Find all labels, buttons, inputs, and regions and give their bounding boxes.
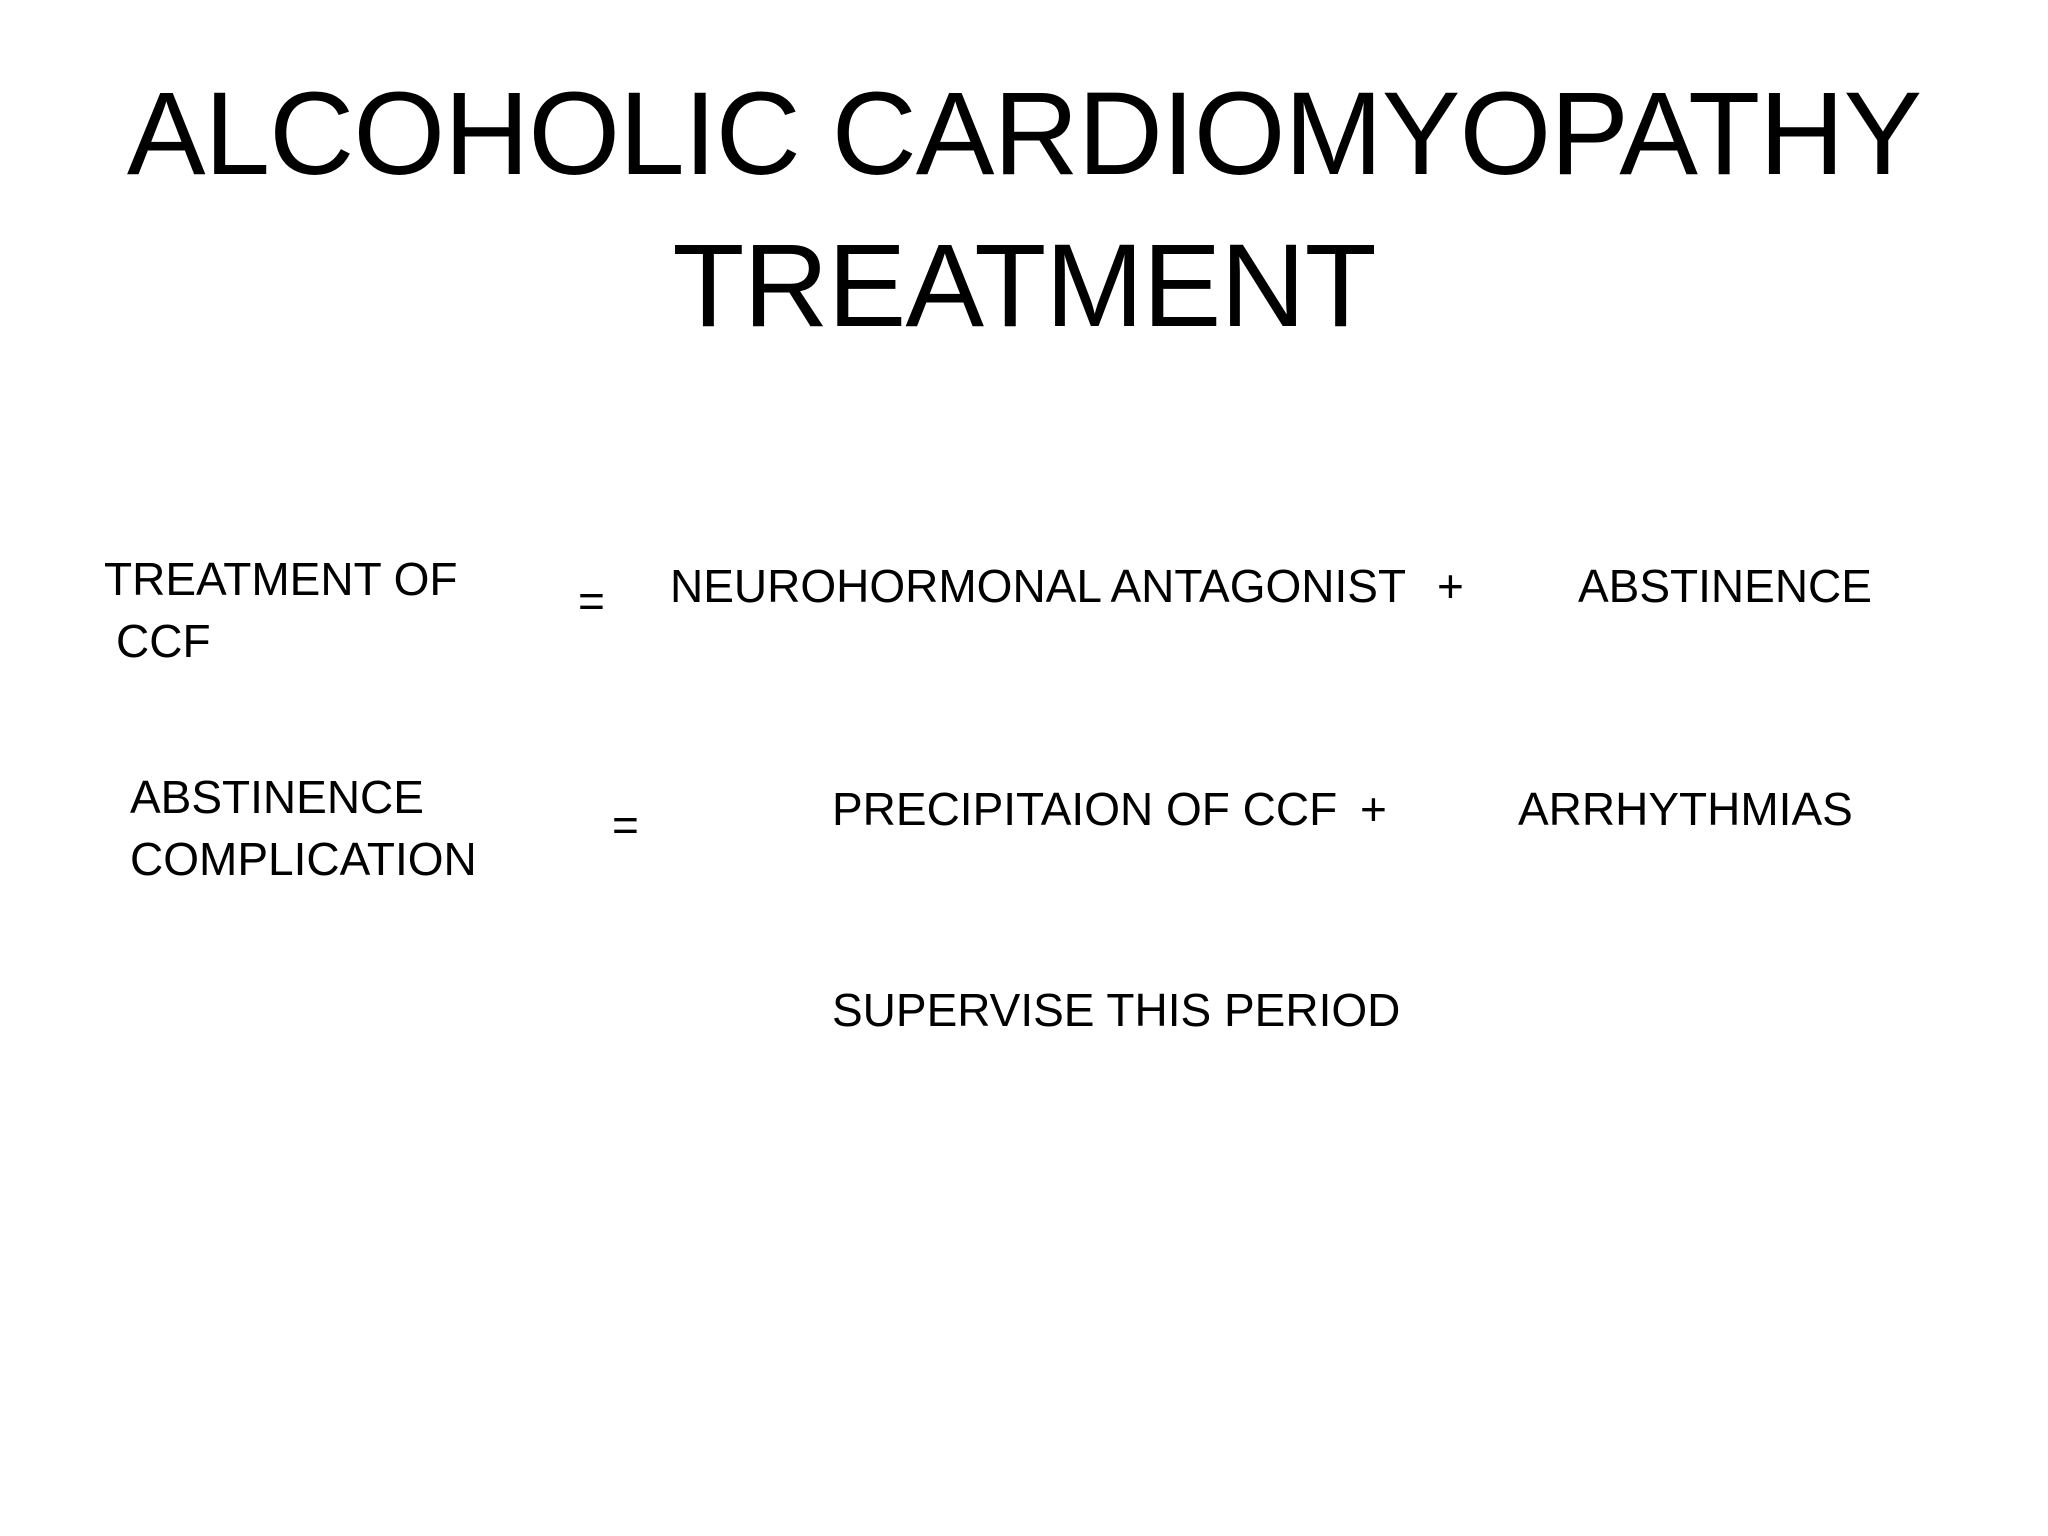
label-line-2: COMPLICATION [130, 833, 477, 885]
title-line-2: TREATMENT [672, 220, 1376, 352]
treatment-of-ccf-label [104, 548, 458, 672]
equals-sign-1: = [578, 575, 605, 627]
precipitaion-of-ccf-term: PRECIPITAION OF CCF [832, 783, 1338, 835]
title-line-1: ALCOHOLIC CARDIOMYOPATHY [126, 68, 1922, 200]
supervise-note: SUPERVISE THIS PERIOD [832, 984, 1401, 1036]
plus-sign-2: + [1360, 783, 1387, 835]
label-line-1: ABSTINENCE [130, 771, 424, 823]
label-line-2: CCF [116, 615, 211, 667]
equals-sign-2: = [612, 799, 639, 851]
label-line-1: TREATMENT OF [104, 553, 458, 605]
slide-title [0, 58, 2048, 362]
abstinence-complication-label [130, 766, 477, 890]
arrhythmias-term: ARRHYTHMIAS [1518, 783, 1853, 835]
abstinence-term: ABSTINENCE [1578, 560, 1872, 612]
neurohormonal-antagonist-term: NEUROHORMONAL ANTAGONIST [670, 560, 1407, 612]
plus-sign-1: + [1437, 560, 1464, 612]
